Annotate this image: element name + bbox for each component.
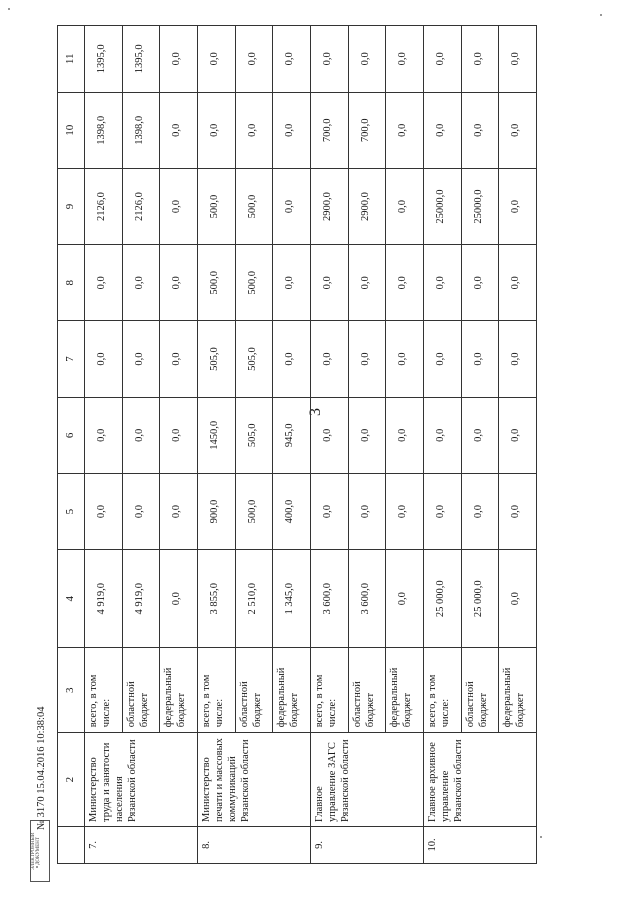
- scan-speck: [600, 14, 602, 16]
- amount-cell-6: 0,0: [160, 397, 198, 473]
- organization-name: Главное управление ЗАГС Рязанской области: [310, 733, 423, 827]
- amount-cell-11: 0,0: [348, 26, 386, 93]
- amount-cell-8: 0,0: [348, 245, 386, 321]
- organization-name: Главное архивное управление Рязанской области: [423, 733, 536, 827]
- table-body: [85, 26, 537, 864]
- column-header-3: 3: [58, 648, 85, 733]
- amount-cell-6: 1450,0: [197, 397, 235, 473]
- amount-cell-7: 0,0: [461, 321, 499, 397]
- table-row: [197, 26, 235, 864]
- amount-cell-9: 2126,0: [85, 168, 123, 244]
- amount-cell-10: 0,0: [235, 92, 273, 168]
- amount-cell-11: 1395,0: [122, 26, 160, 93]
- table-row: [85, 26, 123, 864]
- amount-cell-9: 2900,0: [348, 168, 386, 244]
- amount-cell-4: 3 600,0: [310, 550, 348, 648]
- amount-cell-5: 0,0: [160, 473, 198, 549]
- amount-cell-10: 0,0: [197, 92, 235, 168]
- amount-cell-5: 0,0: [461, 473, 499, 549]
- amount-cell-5: 0,0: [122, 473, 160, 549]
- amount-cell-8: 0,0: [273, 245, 311, 321]
- amount-cell-9: 25000,0: [461, 168, 499, 244]
- amount-cell-11: 0,0: [461, 26, 499, 93]
- column-header-5: 5: [58, 473, 85, 549]
- amount-cell-6: 0,0: [461, 397, 499, 473]
- amount-cell-8: 0,0: [85, 245, 123, 321]
- amount-cell-5: 400,0: [273, 473, 311, 549]
- amount-cell-9: 0,0: [499, 168, 537, 244]
- column-header-11: 11: [58, 26, 85, 93]
- scan-speck: [540, 836, 542, 838]
- funding-source-label: всего, в том числе:: [197, 648, 235, 733]
- amount-cell-7: 0,0: [273, 321, 311, 397]
- row-number: 10.: [423, 826, 536, 863]
- amount-cell-6: 0,0: [310, 397, 348, 473]
- amount-cell-10: 0,0: [499, 92, 537, 168]
- amount-cell-6: 0,0: [499, 397, 537, 473]
- amount-cell-8: 0,0: [160, 245, 198, 321]
- amount-cell-9: 500,0: [235, 168, 273, 244]
- amount-cell-5: 0,0: [348, 473, 386, 549]
- amount-cell-10: 0,0: [160, 92, 198, 168]
- amount-cell-10: 1398,0: [85, 92, 123, 168]
- amount-cell-11: 1395,0: [85, 26, 123, 93]
- amount-cell-5: 0,0: [423, 473, 461, 549]
- amount-cell-4: 25 000,0: [423, 550, 461, 648]
- page-number: 3: [307, 408, 324, 416]
- amount-cell-10: 0,0: [461, 92, 499, 168]
- amount-cell-8: 500,0: [235, 245, 273, 321]
- amount-cell-10: 0,0: [273, 92, 311, 168]
- row-number: 9.: [310, 826, 423, 863]
- amount-cell-7: 0,0: [122, 321, 160, 397]
- amount-cell-5: 0,0: [386, 473, 424, 549]
- amount-cell-11: 0,0: [499, 26, 537, 93]
- scan-speck: [36, 866, 38, 868]
- column-header-7: 7: [58, 321, 85, 397]
- funding-source-label: всего, в том числе:: [423, 648, 461, 733]
- stamp-logo-text: ЭЛЕКТРОННЫЙ ДОКУМЕНТ: [31, 832, 41, 870]
- column-header-4: 4: [58, 550, 85, 648]
- amount-cell-9: 500,0: [197, 168, 235, 244]
- organization-name: Министерство труда и занятости населения Рязанской области: [85, 733, 198, 827]
- amount-cell-8: 0,0: [499, 245, 537, 321]
- amount-cell-4: 2 510,0: [235, 550, 273, 648]
- amount-cell-10: 1398,0: [122, 92, 160, 168]
- amount-cell-7: 0,0: [310, 321, 348, 397]
- amount-cell-7: 0,0: [85, 321, 123, 397]
- amount-cell-4: 1 345,0: [273, 550, 311, 648]
- table-row: [423, 26, 461, 864]
- funding-source-label: областной бюджет: [348, 648, 386, 733]
- funding-source-label: федеральный бюджет: [273, 648, 311, 733]
- funding-source-label: всего, в том числе:: [310, 648, 348, 733]
- registration-stamp: № 3170 15.04.2016 10:38:04: [36, 706, 47, 830]
- amount-cell-4: 3 855,0: [197, 550, 235, 648]
- amount-cell-7: 505,0: [197, 321, 235, 397]
- amount-cell-7: 0,0: [160, 321, 198, 397]
- column-header-8: 8: [58, 245, 85, 321]
- funding-source-label: областной бюджет: [122, 648, 160, 733]
- amount-cell-6: 0,0: [423, 397, 461, 473]
- amount-cell-9: 0,0: [386, 168, 424, 244]
- amount-cell-5: 0,0: [85, 473, 123, 549]
- amount-cell-8: 0,0: [386, 245, 424, 321]
- amount-cell-7: 505,0: [235, 321, 273, 397]
- header-row: [58, 26, 85, 864]
- amount-cell-7: 0,0: [386, 321, 424, 397]
- funding-source-label: федеральный бюджет: [386, 648, 424, 733]
- amount-cell-9: 0,0: [273, 168, 311, 244]
- funding-source-label: федеральный бюджет: [160, 648, 198, 733]
- amount-cell-4: 3 600,0: [348, 550, 386, 648]
- amount-cell-6: 0,0: [386, 397, 424, 473]
- column-header-10: 10: [58, 92, 85, 168]
- amount-cell-10: 0,0: [423, 92, 461, 168]
- amount-cell-9: 0,0: [160, 168, 198, 244]
- column-header-1: [58, 826, 85, 863]
- amount-cell-6: 505,0: [235, 397, 273, 473]
- amount-cell-4: 0,0: [160, 550, 198, 648]
- amount-cell-5: 900,0: [197, 473, 235, 549]
- amount-cell-10: 700,0: [348, 92, 386, 168]
- column-header-6: 6: [58, 397, 85, 473]
- amount-cell-4: 0,0: [386, 550, 424, 648]
- amount-cell-5: 500,0: [235, 473, 273, 549]
- amount-cell-11: 0,0: [235, 26, 273, 93]
- amount-cell-4: 4 919,0: [85, 550, 123, 648]
- table-row: [310, 26, 348, 864]
- amount-cell-8: 0,0: [122, 245, 160, 321]
- scan-speck: [8, 8, 10, 10]
- amount-cell-7: 0,0: [499, 321, 537, 397]
- amount-cell-9: 2900,0: [310, 168, 348, 244]
- amount-cell-11: 0,0: [197, 26, 235, 93]
- amount-cell-6: 945,0: [273, 397, 311, 473]
- amount-cell-11: 0,0: [386, 26, 424, 93]
- column-header-9: 9: [58, 168, 85, 244]
- amount-cell-4: 4 919,0: [122, 550, 160, 648]
- amount-cell-5: 0,0: [499, 473, 537, 549]
- amount-cell-5: 0,0: [310, 473, 348, 549]
- row-number: 7.: [85, 826, 198, 863]
- amount-cell-7: 0,0: [423, 321, 461, 397]
- amount-cell-8: 0,0: [310, 245, 348, 321]
- amount-cell-11: 0,0: [160, 26, 198, 93]
- amount-cell-7: 0,0: [348, 321, 386, 397]
- funding-source-label: федеральный бюджет: [499, 648, 537, 733]
- amount-cell-10: 0,0: [386, 92, 424, 168]
- organization-name: Министерство печати и массовых коммуникаций Рязанской области: [197, 733, 310, 827]
- amount-cell-6: 0,0: [348, 397, 386, 473]
- budget-table: [57, 25, 537, 864]
- amount-cell-8: 0,0: [461, 245, 499, 321]
- amount-cell-9: 2126,0: [122, 168, 160, 244]
- amount-cell-4: 25 000,0: [461, 550, 499, 648]
- amount-cell-4: 0,0: [499, 550, 537, 648]
- amount-cell-11: 0,0: [310, 26, 348, 93]
- amount-cell-6: 0,0: [122, 397, 160, 473]
- amount-cell-11: 0,0: [273, 26, 311, 93]
- funding-source-label: областной бюджет: [235, 648, 273, 733]
- amount-cell-10: 700,0: [310, 92, 348, 168]
- row-number: 8.: [197, 826, 310, 863]
- funding-source-label: областной бюджет: [461, 648, 499, 733]
- amount-cell-9: 25000,0: [423, 168, 461, 244]
- budget-table-rotated: [57, 25, 537, 864]
- funding-source-label: всего, в том числе:: [85, 648, 123, 733]
- amount-cell-8: 500,0: [197, 245, 235, 321]
- amount-cell-6: 0,0: [85, 397, 123, 473]
- column-header-2: 2: [58, 733, 85, 827]
- amount-cell-11: 0,0: [423, 26, 461, 93]
- amount-cell-8: 0,0: [423, 245, 461, 321]
